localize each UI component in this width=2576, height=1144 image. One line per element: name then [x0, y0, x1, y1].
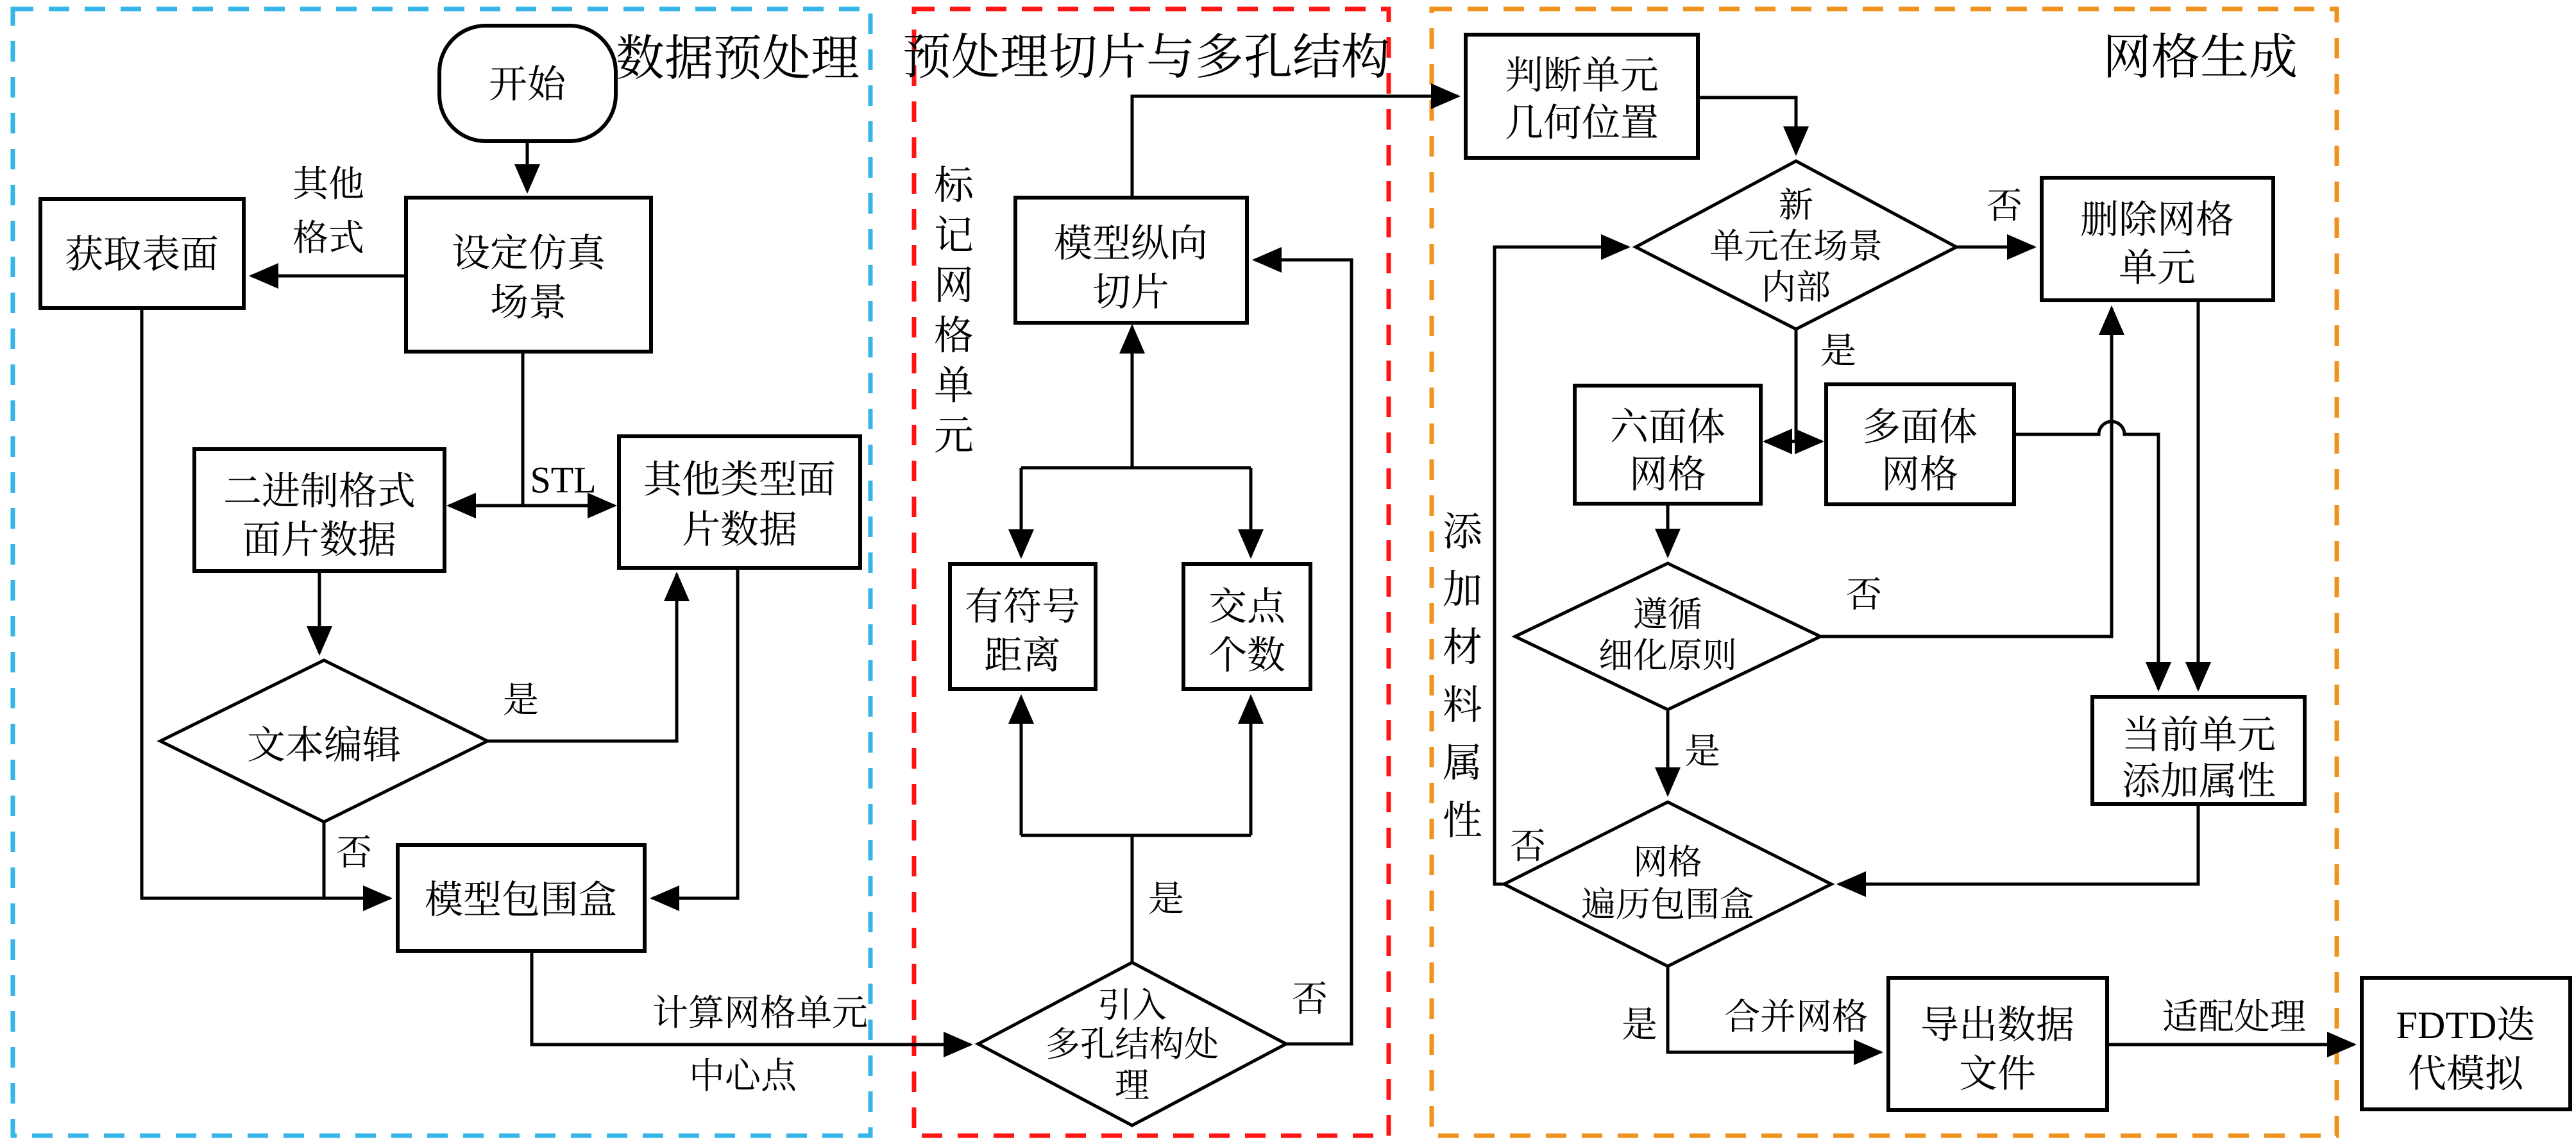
node-binary-line1: 二进制格式	[223, 470, 416, 513]
section-title-slicing: 预处理切片与多孔结构	[902, 31, 1390, 85]
node-new-cell-line2: 单元在场景	[1709, 227, 1883, 266]
node-set-scene-line1: 设定仿真	[452, 232, 606, 275]
label-traverse-no: 否	[1510, 827, 1546, 867]
label-add-material-vertical: 添加材料属性	[1442, 511, 1483, 843]
node-current-cell-line1: 当前单元	[2122, 714, 2276, 756]
node-fdtd	[2362, 978, 2570, 1109]
node-traverse-line2: 遍历包围盒	[1581, 885, 1754, 924]
label-text-edit-yes: 是	[503, 681, 539, 721]
label-compute-center-line2: 中心点	[689, 1057, 797, 1097]
node-other-patch	[619, 436, 860, 568]
node-hexa-line1: 六面体	[1610, 406, 1725, 448]
node-text-edit-label: 文本编辑	[247, 724, 401, 767]
node-delete-line2: 单元	[2119, 247, 2196, 289]
node-refine-line2: 细化原则	[1598, 636, 1737, 675]
node-export-line1: 导出数据	[1920, 1004, 2074, 1046]
node-judge-line1: 判断单元	[1505, 55, 1659, 97]
node-export-line2: 文件	[1959, 1053, 2036, 1095]
node-delete-line1: 删除网格	[2080, 199, 2234, 241]
node-cross-count-line2: 个数	[1208, 635, 1285, 677]
label-porous-no: 否	[1292, 980, 1328, 1020]
node-poly-line2: 网格	[1881, 454, 1958, 496]
node-model-bbox-label: 模型包围盒	[425, 879, 617, 921]
node-porous-line1: 引入	[1097, 986, 1167, 1025]
node-binary-line2: 面片数据	[242, 519, 396, 561]
label-other-format-line2: 格式	[292, 219, 364, 259]
node-signed-distance-line1: 有符号	[965, 586, 1080, 628]
node-porous-line2: 多孔结构处	[1046, 1025, 1219, 1064]
node-hexa-line2: 网格	[1629, 454, 1706, 496]
label-merge-mesh: 合并网格	[1724, 998, 1868, 1037]
node-refine-line1: 遵循	[1633, 595, 1702, 634]
node-start-label: 开始	[489, 64, 566, 106]
node-delete-cell	[2042, 178, 2273, 300]
node-set-scene	[406, 198, 651, 352]
section-title-preprocess: 数据预处理	[616, 32, 860, 86]
node-set-scene-line2: 场景	[490, 282, 567, 324]
node-poly-line1: 多面体	[1862, 406, 1978, 448]
node-judge-position	[1466, 35, 1698, 158]
label-compute-center-line1: 计算网格单元	[652, 994, 868, 1034]
node-get-surface	[40, 199, 244, 308]
label-refine-no: 否	[1846, 576, 1882, 615]
node-slice-line1: 模型纵向	[1054, 223, 1208, 265]
node-porous-line3: 理	[1115, 1066, 1149, 1105]
node-fdtd-line1: FDTD迭	[2396, 1004, 2536, 1046]
node-slice-line2: 切片	[1092, 271, 1169, 314]
node-polyhedral-mesh	[1826, 384, 2014, 504]
node-current-cell	[2092, 697, 2305, 804]
node-fdtd-line2: 代模拟	[2408, 1053, 2523, 1095]
node-cross-count	[1183, 564, 1310, 689]
label-refine-yes: 是	[1684, 732, 1720, 772]
node-new-cell-line1: 新	[1779, 186, 1813, 225]
label-text-edit-no: 否	[336, 833, 372, 873]
node-new-cell-line3: 内部	[1761, 268, 1831, 307]
label-adapt-process: 适配处理	[2162, 998, 2306, 1037]
node-signed-distance	[950, 564, 1096, 689]
node-cross-count-line1: 交点	[1208, 586, 1285, 628]
label-mark-cells-vertical: 标记网格单元	[933, 164, 974, 458]
node-binary-patch	[194, 449, 445, 571]
node-hexahedral-mesh	[1575, 386, 1761, 504]
section-title-meshgen: 网格生成	[2103, 31, 2298, 85]
node-traverse-line1: 网格	[1633, 843, 1702, 882]
node-judge-line2: 几何位置	[1505, 102, 1659, 144]
label-stl: STL	[530, 459, 597, 501]
node-get-surface-label: 获取表面	[65, 234, 219, 276]
node-vertical-slice	[1015, 198, 1247, 323]
label-traverse-yes: 是	[1622, 1005, 1657, 1045]
node-other-patch-line2: 片数据	[682, 509, 797, 551]
label-other-format-line1: 其他	[292, 165, 364, 205]
label-porous-yes: 是	[1148, 880, 1184, 919]
node-start	[439, 26, 616, 141]
node-current-cell-line2: 添加属性	[2122, 760, 2276, 803]
node-model-bbox	[398, 845, 645, 951]
label-new-cell-no: 否	[1987, 187, 2022, 226]
label-new-cell-yes: 是	[1820, 332, 1856, 371]
node-other-patch-line1: 其他类型面	[643, 459, 836, 501]
node-signed-distance-line2: 距离	[984, 635, 1061, 677]
node-export-data	[1888, 978, 2107, 1110]
